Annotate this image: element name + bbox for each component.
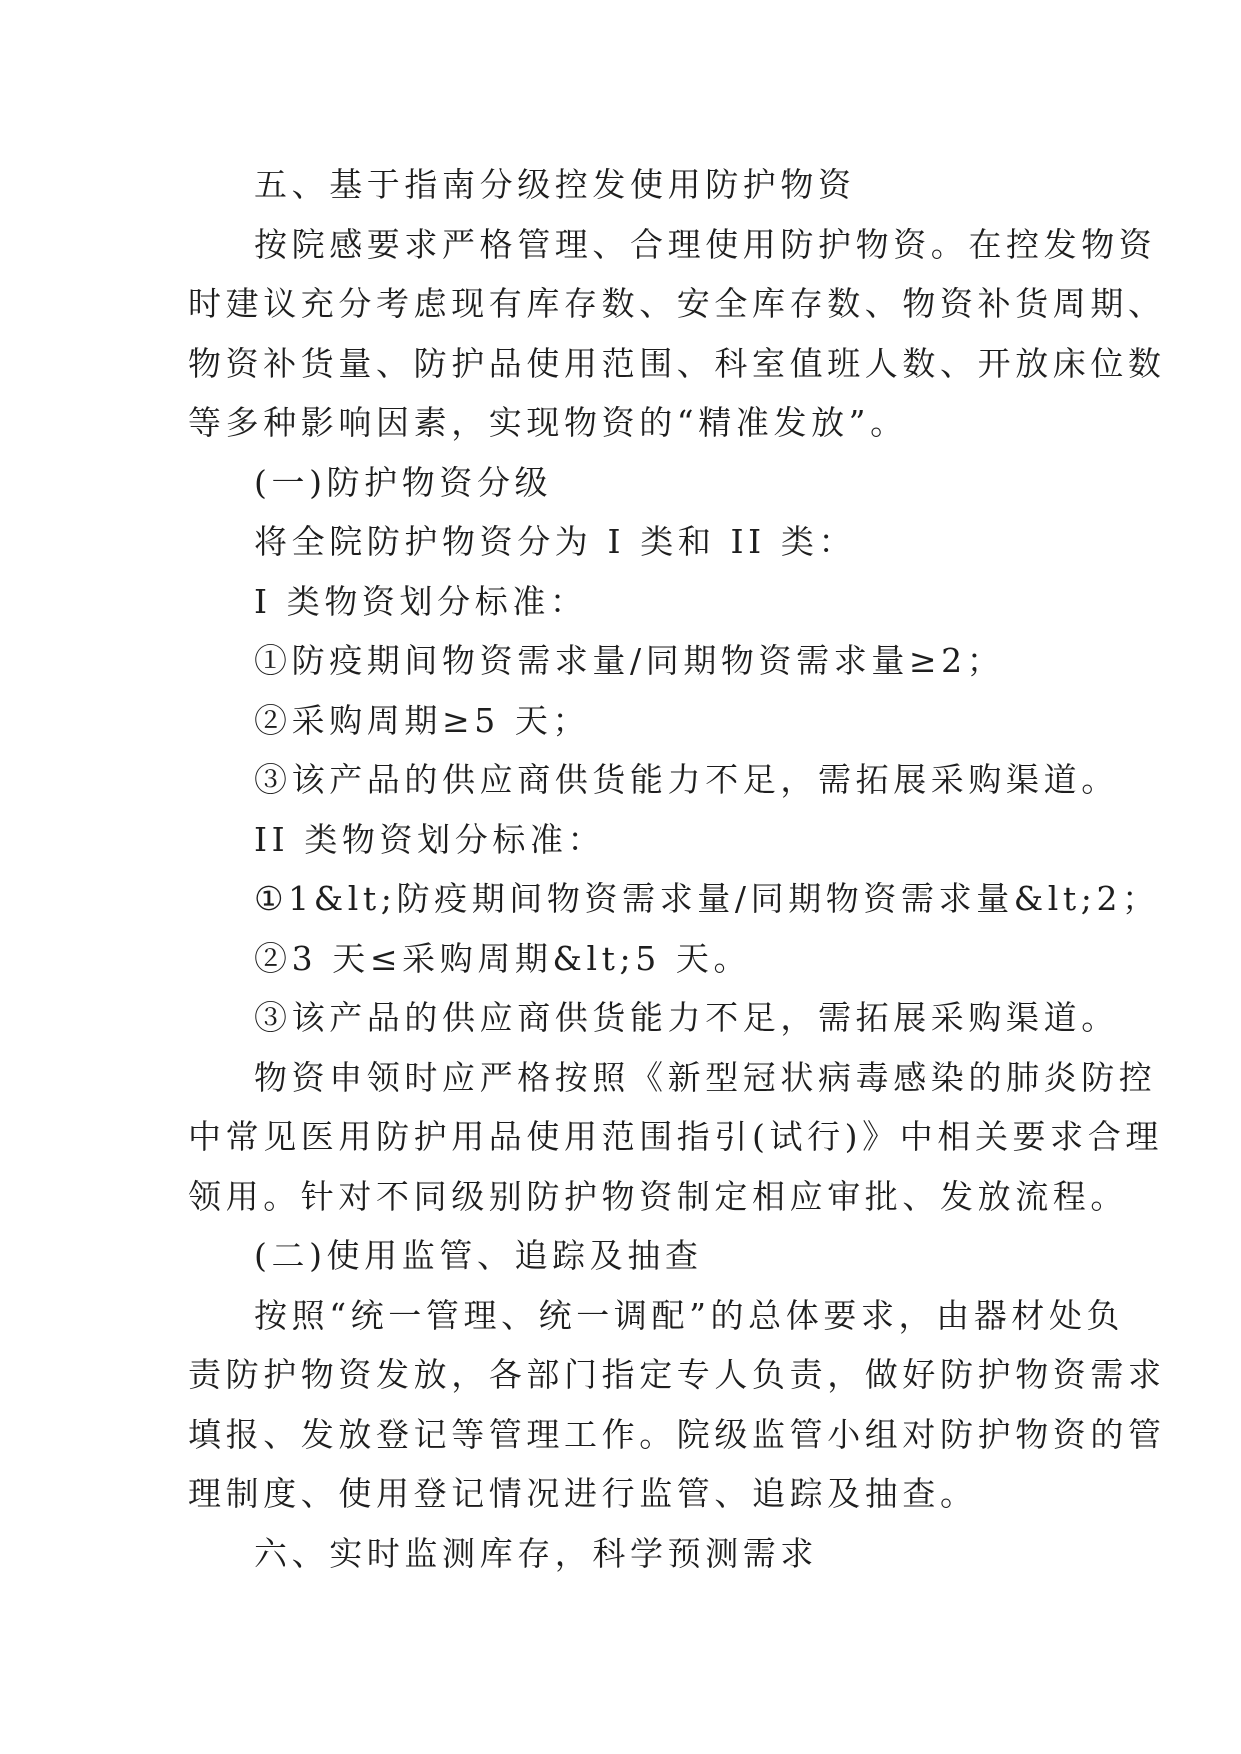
document-body — [188, 155, 1166, 1583]
line: 五、基于指南分级控发使用防护物资 — [254, 165, 856, 204]
section-6-heading — [188, 1524, 1068, 1584]
line: 物资申领时应严格按照《新型冠状病毒感染的肺炎防控 — [254, 1057, 1157, 1097]
line: I 类物资划分标准： — [254, 581, 588, 621]
line: ①1&lt;防疫期间物资需求量/同期物资需求量&lt;2； — [254, 879, 1160, 918]
line: 时建议充分考虑现有库存数、安全库存数、物资补货周期、 — [188, 284, 1166, 323]
line: ③该产品的供应商供货能力不足，需拓展采购渠道。 — [254, 998, 1119, 1037]
subsection-1-heading — [188, 453, 1068, 513]
line: 按院感要求严格管理、合理使用防护物资。在控发物资 — [254, 224, 1157, 264]
supervision-body — [188, 1286, 1166, 1524]
classification-intro — [188, 512, 1068, 572]
subsection-2-heading — [188, 1226, 1068, 1286]
class-2-heading — [188, 810, 1068, 870]
class-2-item-1 — [188, 869, 1160, 929]
class-2-item-3 — [188, 988, 1119, 1048]
line: ③该产品的供应商供货能力不足，需拓展采购渠道。 — [254, 760, 1119, 799]
class-1-item-3 — [188, 750, 1119, 810]
line: (一)防护物资分级 — [254, 462, 553, 502]
class-1-item-1 — [188, 631, 1068, 691]
line: ②3 天≤采购周期&lt;5 天。 — [254, 938, 752, 978]
line: 六、实时监测库存，科学预测需求 — [254, 1533, 818, 1573]
line: ①防疫期间物资需求量/同期物资需求量≥2； — [254, 641, 1005, 680]
line: 物资补货量、防护品使用范围、科室值班人数、开放床位数 — [188, 343, 1166, 383]
line: (二)使用监管、追踪及抽查 — [254, 1236, 703, 1275]
line: 领用。针对不同级别防护物资制定相应审批、发放流程。 — [188, 1176, 1128, 1216]
line: 填报、发放登记等管理工作。院级监管小组对防护物资的管 — [188, 1414, 1166, 1454]
line: II 类物资划分标准： — [254, 819, 606, 859]
line: 理制度、使用登记情况进行监管、追踪及抽查。 — [188, 1474, 978, 1513]
line: 将全院防护物资分为 I 类和 II 类： — [254, 522, 857, 561]
section-5-heading — [188, 155, 1068, 215]
section-5-intro — [188, 215, 1166, 453]
line: 中常见医用防护用品使用范围指引(试行)》中相关要求合理 — [188, 1117, 1163, 1156]
requisition-rules — [188, 1048, 1163, 1227]
class-2-item-2 — [188, 929, 1068, 989]
line: 责防护物资发放，各部门指定专人负责，做好防护物资需求 — [188, 1355, 1166, 1394]
class-1-heading — [188, 572, 1068, 632]
line: 等多种影响因素，实现物资的“精准发放”。 — [188, 403, 908, 442]
line: ②采购周期≥5 天； — [254, 700, 591, 740]
line: 按照“统一管理、统一调配”的总体要求，由器材处负 — [254, 1295, 1125, 1335]
class-1-item-2 — [188, 691, 1068, 751]
